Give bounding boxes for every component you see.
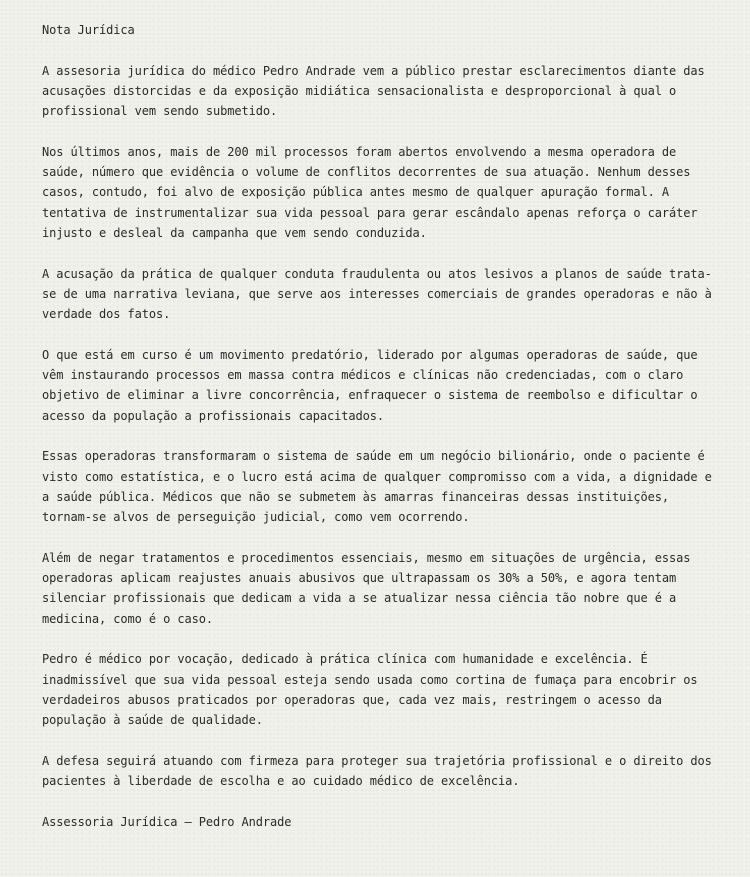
paragraph-vocation: Pedro é médico por vocação, dedicado à prática clínica com humanidade e excelência. É inadmissível que sua vida pessoal esteja sendo usada como cortina de fumaça para encobrir os verdadeiros abusos praticados por operadoras que, cada vez mais, restringem o acesso da população à saúde de qualidade. xyxy=(42,652,698,728)
paragraph-billionaire-business: Essas operadoras transformaram o sistema de saúde em um negócio bilionário, onde o paciente é visto como estatística, e o lucro está acima de qualquer compromisso com a vida, a dignidade e a saúde pública. Médicos que não se submetem às amarras financeiras dessas instituições, tornam-se alvos de perseguição judicial, como vem ocorrendo. xyxy=(42,449,712,525)
paragraph-intro: A assesoria jurídica do médico Pedro Andrade vem a público prestar esclarecimentos diante das acusações distorcidas e da exposição midiática sensacionalista e desproporcional à qual o profissional vem sendo submetido. xyxy=(42,63,705,119)
paragraph-accusation: A acusação da prática de qualquer conduta fraudulenta ou atos lesivos a planos de saúde trata-se de uma narrativa leviana, que serve aos interesses comerciais de grandes operadoras e não à verdade dos fatos. xyxy=(42,266,712,322)
paragraph-defense: A defesa seguirá atuando com firmeza para proteger sua trajetória profissional e o direito dos pacientes à liberdade de escolha e ao cuidado médico de excelência. xyxy=(42,753,712,788)
paragraph-predatory-movement: O que está em curso é um movimento predatório, liderado por algumas operadoras de saúde, que vêm instaurando processos em massa contra médicos e clínicas não credenciadas, com o claro objetivo de eliminar a livre concorrência, enfraquecer o sistema de reembolso e dificultar o acesso da população a profissionais capacitados. xyxy=(42,347,698,423)
document-title: Nota Jurídica xyxy=(42,23,135,37)
paragraph-abusive-adjustments: Além de negar tratamentos e procedimentos essenciais, mesmo em situações de urgência, essas operadoras aplicam reajustes anuais abusivos que ultrapassam os 30% a 50%, e agora tentam silenciar profissionais que dedicam a vida a se atualizar nessa ciência tão nobre que é a medicina, como é o caso. xyxy=(42,550,691,626)
paragraph-processes: Nos últimos anos, mais de 200 mil processos foram abertos envolvendo a mesma operadora de saúde, número que evidência o volume de conflitos decorrentes de sua atuação. Nenhum desses casos, contudo, foi alvo de exposição pública antes mesmo de qualquer apuração formal. A tentativa de instrumentalizar sua vida pessoal para gerar escândalo apenas reforça o caráter injusto e desleal da campanha que vem sendo conduzida. xyxy=(42,144,698,240)
signature: Assessoria Jurídica – Pedro Andrade xyxy=(42,814,292,829)
